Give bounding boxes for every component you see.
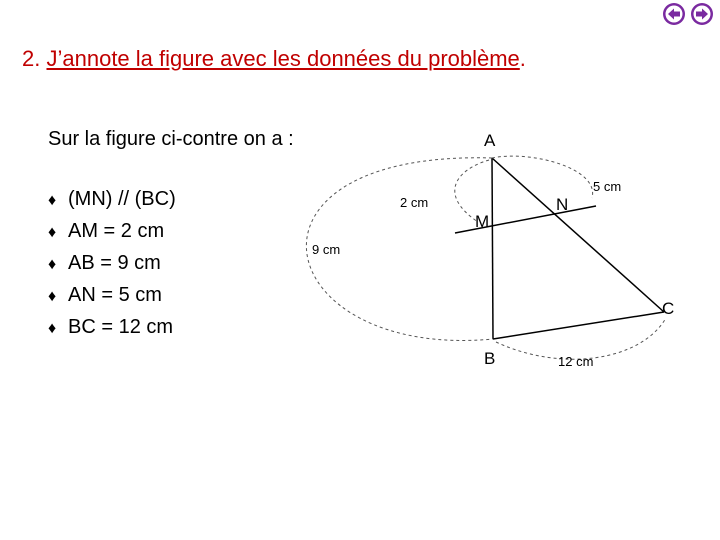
title-end: .: [519, 46, 526, 71]
label-M: M: [475, 212, 490, 231]
fact-text: AN = 5 cm: [68, 284, 162, 306]
bullet-icon: ♦: [48, 224, 57, 241]
measure-AN: 5 cm: [593, 179, 622, 194]
bullet-icon: ♦: [48, 288, 57, 305]
bullet-icon: ♦: [48, 320, 57, 337]
fact-text: AB = 9 cm: [68, 252, 161, 274]
fact-text: AM = 2 cm: [68, 220, 165, 242]
segment-AB: [492, 158, 493, 339]
label-A: A: [484, 131, 496, 150]
bullet-icon: ♦: [48, 256, 57, 273]
segment-BC: [493, 312, 664, 339]
fact-text: BC = 12 cm: [68, 316, 174, 338]
measure-AM: 2 cm: [400, 195, 429, 210]
segment-AC: [492, 158, 664, 312]
intro-text: Sur la figure ci-contre on a :: [48, 128, 294, 150]
fact-text: (MN) // (BC): [68, 188, 176, 210]
title-text: J’annote la figure avec les données du problème: [46, 46, 520, 71]
arc-AN: [492, 156, 593, 198]
title-number: 2.: [22, 46, 41, 71]
measure-AB: 9 cm: [312, 242, 341, 257]
label-B: B: [484, 349, 496, 368]
measure-BC: 12 cm: [558, 354, 594, 369]
label-C: C: [662, 299, 675, 318]
bullet-icon: ♦: [48, 192, 57, 209]
label-N: N: [556, 195, 569, 214]
